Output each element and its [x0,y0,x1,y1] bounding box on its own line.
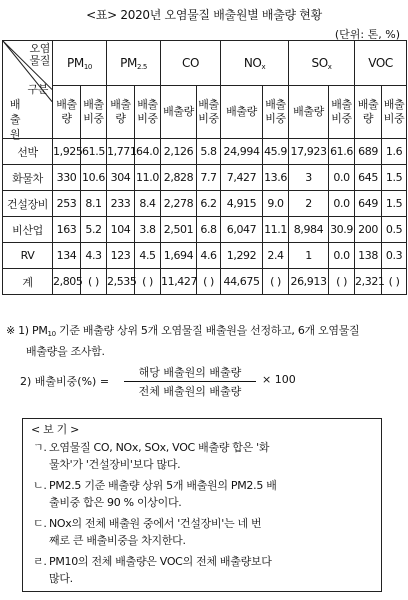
option-mark: ㄱ. [33,441,47,454]
cell-share: 8.4 [135,191,161,217]
subheader-share: 배출비중 [135,86,161,139]
formula-fraction [124,364,256,399]
table-row [3,139,407,165]
cell-share: 45.9 [263,139,289,165]
cell-share: 1.6 [382,139,407,165]
cell-amount: 123 [107,243,135,269]
cell-share: 7.7 [197,165,221,191]
option-item [33,515,375,549]
cell-share: 1.5 [382,191,407,217]
cell-share: 11.1 [263,217,289,243]
table-row [3,191,407,217]
cell-amount: 26,913 [289,269,329,295]
formula-multiplier: × 100 [262,373,296,386]
option-line: PM10의 전체 배출량은 VOC의 전체 배출량보다 [49,555,272,568]
subheader-share: 배출비중 [329,86,355,139]
cell-amount: 8,984 [289,217,329,243]
cell-share: ( ) [81,269,107,295]
cell-share: 9.0 [263,191,289,217]
cell-amount: 3 [289,165,329,191]
formula-numerator: 해당 배출원의 배출량 [124,364,256,382]
cell-share: 5.8 [197,139,221,165]
cell-share: 61.5 [81,139,107,165]
cell-share: 0.5 [382,217,407,243]
subheader-share: 배출비중 [382,86,407,139]
cell-share: ( ) [197,269,221,295]
cell-amount: 2,805 [53,269,81,295]
header-pollutant: $PM_{10}$ [53,41,107,86]
footnotes [6,322,404,360]
subheader-amount: 배출량 [53,86,81,139]
cell-amount: 2,535 [107,269,135,295]
formula-label: 2) 배출비중(%) = [20,375,110,388]
cell-amount: 1,771 [107,139,135,165]
cell-amount: 304 [107,165,135,191]
subheader-share: 배출비중 [197,86,221,139]
cell-amount: 11,427 [161,269,197,295]
option-line: 째로 큰 배출비중을 차지한다. [49,534,186,547]
cell-amount: 253 [53,191,81,217]
option-line: 많다. [49,572,73,585]
option-line: 물차'가 '건설장비'보다 많다. [49,458,181,471]
option-line: 출비중 합은 90 % 이상이다. [49,496,182,509]
cell-amount: 134 [53,243,81,269]
emissions-table [2,40,407,295]
cell-share: 4.6 [197,243,221,269]
cell-amount: 24,994 [221,139,263,165]
cell-share: ( ) [329,269,355,295]
corner-pollutant-label-2: 물질 [29,54,50,67]
cell-amount: 689 [355,139,382,165]
row-label: 계 [3,269,53,295]
cell-share: 30.9 [329,217,355,243]
cell-share: 0.3 [382,243,407,269]
cell-amount: 1,925 [53,139,81,165]
subheader-amount: 배출량 [107,86,135,139]
option-line: NOx의 전체 배출원 중에서 '건설장비'는 네 번 [49,517,262,530]
option-line: 오염물질 CO, NOx, SOx, VOC 배출량 합은 '화 [49,441,270,454]
formula-denominator: 전체 배출원의 배출량 [138,385,242,398]
cell-share: 1.5 [382,165,407,191]
unit-label: (단위: 톤, %) [334,28,400,41]
cell-amount: 2,126 [161,139,197,165]
row-label: RV [3,243,53,269]
cell-amount: 17,923 [289,139,329,165]
cell-share: 5.2 [81,217,107,243]
subheader-amount: 배출량 [161,86,197,139]
cell-share: 0.0 [329,165,355,191]
option-item [33,553,375,587]
table-title: <표> 2020년 오염물질 배출원별 배출량 현황 [86,8,322,22]
option-mark: ㄴ. [33,479,47,492]
header-pollutant: CO [161,41,221,86]
cell-amount: 330 [53,165,81,191]
cell-amount: 138 [355,243,382,269]
corner-category-label: 구분 [27,83,48,96]
cell-share: ( ) [382,269,407,295]
subheader-amount: 배출량 [289,86,329,139]
options-heading: < 보 기 > [31,423,80,436]
cell-share: 61.6 [329,139,355,165]
cell-share: 0.0 [329,243,355,269]
cell-share: 3.8 [135,217,161,243]
option-mark: ㄷ. [33,517,47,530]
cell-share: 4.5 [135,243,161,269]
cell-amount: 645 [355,165,382,191]
footnote-1-continued: 배출량을 조사함. [26,345,105,358]
cell-amount: 4,915 [221,191,263,217]
cell-amount: 2 [289,191,329,217]
header-pollutant: $NO_x$ [221,41,289,86]
corner-pollutant-label-1: 오염 [29,42,50,55]
cell-amount: 6,047 [221,217,263,243]
table-row [3,165,407,191]
cell-share: ( ) [135,269,161,295]
table-row [3,217,407,243]
cell-amount: 2,501 [161,217,197,243]
row-label: 선박 [3,139,53,165]
cell-amount: 1 [289,243,329,269]
cell-share: 11.0 [135,165,161,191]
cell-amount: 2,321 [355,269,382,295]
option-item [33,439,375,473]
header-pollutant: $SO_x$ [289,41,355,86]
cell-amount: 2,278 [161,191,197,217]
cell-share: 6.2 [197,191,221,217]
option-item [33,477,375,511]
cell-amount: 44,675 [221,269,263,295]
cell-amount: 649 [355,191,382,217]
table-row [3,269,407,295]
corner-source-label: 배출원 [9,98,21,141]
options-box [22,418,382,592]
cell-amount: 1,292 [221,243,263,269]
cell-share: 13.6 [263,165,289,191]
cell-share: 6.8 [197,217,221,243]
subheader-amount: 배출량 [221,86,263,139]
subheader-share: 배출비중 [81,86,107,139]
cell-amount: 2,828 [161,165,197,191]
row-label: 건설장비 [3,191,53,217]
cell-share: 0.0 [329,191,355,217]
cell-share: 8.1 [81,191,107,217]
subheader-amount: 배출량 [355,86,382,139]
cell-share: 10.6 [81,165,107,191]
header-pollutant: VOC [355,41,407,86]
cell-share: 4.3 [81,243,107,269]
table-row [3,243,407,269]
cell-amount: 233 [107,191,135,217]
cell-amount: 1,694 [161,243,197,269]
cell-share: 64.0 [135,139,161,165]
option-mark: ㄹ. [33,555,47,568]
cell-amount: 104 [107,217,135,243]
subheader-share: 배출비중 [263,86,289,139]
corner-header-cell [3,41,53,139]
header-pollutant: $PM_{2.5}$ [107,41,161,86]
cell-amount: 200 [355,217,382,243]
cell-share: ( ) [263,269,289,295]
cell-share: 2.4 [263,243,289,269]
footnote-1: ※ 1) $PM_{10}$ 기준 배출량 상위 5개 오염물질 배출원을 선정하고, 6개 오염물질 [6,324,360,338]
cell-amount: 163 [53,217,81,243]
row-label: 비산업 [3,217,53,243]
option-line: PM2.5 기준 배출량 상위 5개 배출원의 PM2.5 배 [49,479,277,492]
row-label: 화물차 [3,165,53,191]
cell-amount: 7,427 [221,165,263,191]
table-body [3,139,407,295]
